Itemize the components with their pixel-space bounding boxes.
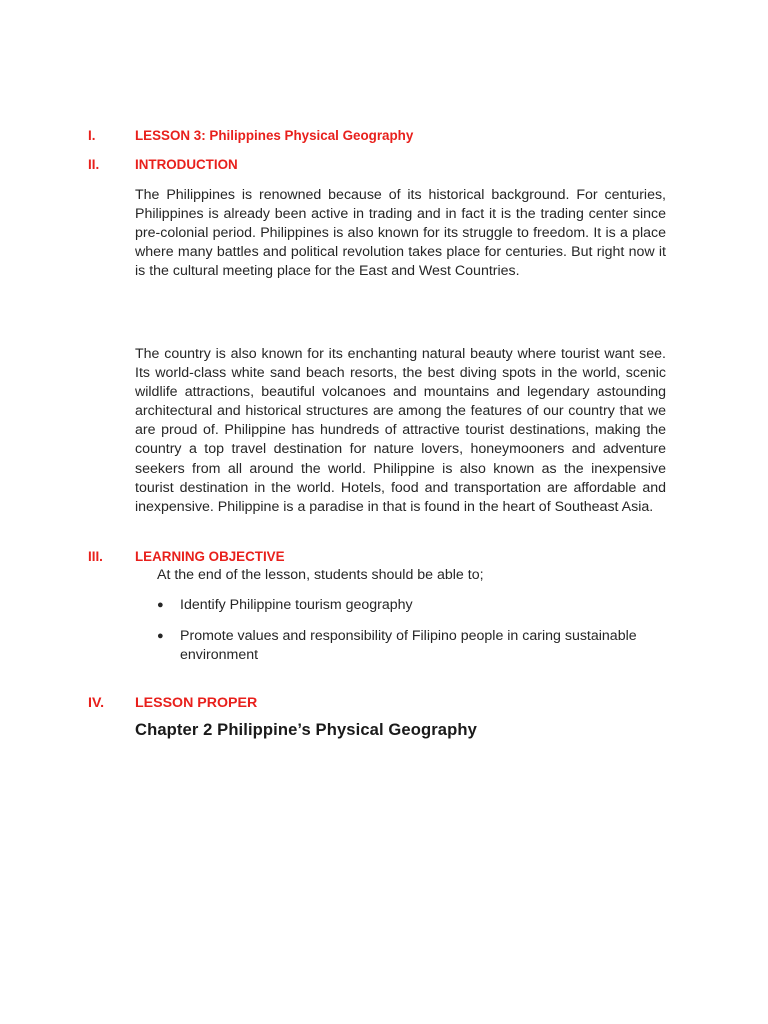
lesson-title: LESSON 3: Philippines Physical Geography [135, 128, 414, 143]
lesson-heading [88, 127, 413, 145]
objective-item-text: Identify Philippine tourism geography [180, 597, 413, 613]
learning-objective-numeral: III. [88, 549, 103, 564]
lesson-proper-numeral: IV. [88, 695, 105, 711]
objective-list-item [157, 596, 672, 615]
chapter-title: Chapter 2 Philippine’s Physical Geography [135, 720, 477, 739]
learning-objective-heading-text: LEARNING OBJECTIVE [135, 549, 285, 564]
objective-item-text: Promote values and responsibility of Filipino people in caring sustainable environment [180, 628, 637, 664]
lesson-proper-heading [88, 694, 257, 712]
introduction-heading [88, 156, 238, 174]
objective-list-item [157, 627, 672, 665]
introduction-numeral: II. [88, 157, 100, 172]
introduction-paragraph-1: The Philippines is renowned because of its historical background. For centuries, Philippines is already been active in trading and in fact it is the trading center since pre-colonial period. Philippines is also known for its struggle to freedom. It is a place where many battles and political revolution takes place for centuries. But right now it is the cultural meeting place for the East and West Countries. [135, 187, 666, 280]
introduction-paragraph-2: The country is also known for its enchanting natural beauty where tourist want see. Its world-class white sand beach resorts, the best diving spots in the world, scenic wildlife attractions, beautiful volcanoes and mountains and legendary astounding architectural and historical structures are among the features of our country that we are proud of. Philippine has hundreds of attractive tourist destinations, making the country a top travel destination for nature lovers, honeymooners and adventure seekers from all around the world. Philippine is also known as the inexpensive tourist destination in the world. Hotels, food and transportation are affordable and inexpensive. Philippine is a paradise in that is found in the heart of Southeast Asia. [135, 346, 666, 515]
bullet-icon: ● [157, 630, 164, 642]
introduction-heading-text: INTRODUCTION [135, 157, 238, 172]
lesson-proper-heading-text: LESSON PROPER [135, 695, 258, 711]
learning-objective-intro: At the end of the lesson, students should be able to; [157, 567, 484, 583]
lesson-numeral: I. [88, 128, 96, 143]
bullet-icon: ● [157, 599, 164, 611]
learning-objective-heading [88, 548, 285, 566]
